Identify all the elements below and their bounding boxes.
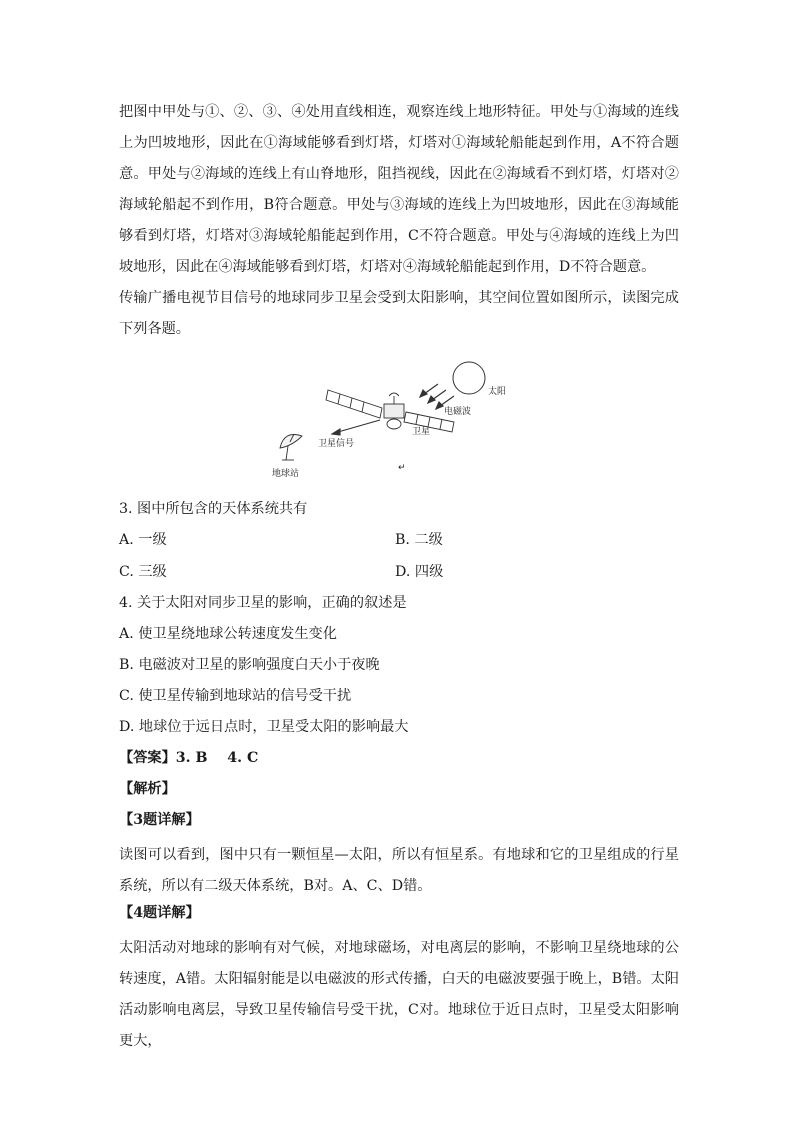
question-3-option-c: C. 三级 [119,564,167,580]
detail-4-heading: 【4题详解】 [119,905,200,921]
question-3-option-d: D. 四级 [395,564,444,580]
sun-label: 太阳 [488,387,507,397]
sun-circle [453,362,485,394]
satellite-icon [326,390,454,432]
return-mark: ↵ [398,463,406,473]
previous-answer-paragraph: 把图中甲处与①、②、③、④处用直线相连，观察连线上地形特征。甲处与①海域的连线上为凹坡地形，因此在①海域能够看到灯塔，灯塔对①海域轮船能起到作用，A不符合题意。甲处与②海域的连线上有山脊地形，阻挡视线，因此在②海域看不到灯塔，灯塔对②海域轮船起不到作用，B符合题意。甲处与③海域的连线上为凹坡地形，因此在③海域能够看到灯塔，灯塔对③海域轮船能起到作用，C不符合题意。甲处与④海域的连线上为凹坡地形，因此在④海域能够看到灯塔，灯塔对④海域轮船能起到作用，D不符合题意。 [119,104,679,275]
question-4-stem: 4. 关于太阳对同步卫星的影响，正确的叙述是 [119,595,407,611]
question-4-option-a: A. 使卫星绕地球公转速度发生变化 [119,626,337,642]
detail-3-heading: 【3题详解】 [119,812,200,828]
detail-3-text: 读图可以看到，图中只有一颗恒星—太阳，所以有恒星系。有地球和它的卫星组成的行星系统，所以有二级天体系统，B对。A、C、D错。 [119,847,679,894]
ground-station-icon [280,434,302,460]
analysis-heading: 【解析】 [119,781,176,797]
satellite-figure [268,356,520,482]
question-3-option-b: B. 二级 [395,532,443,548]
intro-paragraph: 传输广播电视节目信号的地球同步卫星会受到太阳影响，其空间位置如图所示，读图完成下列各题。 [119,290,679,337]
detail-4-text: 太阳活动对地球的影响有对气候，对地球磁场，对电离层的影响，不影响卫星绕地球的公转速度，A错。太阳辐射能是以电磁波的形式传播，白天的电磁波要强于晚上，B错。太阳活动影响电离层，导致卫星传输信号受干扰，C对。地球位于近日点时，卫星受太阳影响更大， [119,940,679,1049]
question-4-option-b: B. 电磁波对卫星的影响强度白天小于夜晚 [119,657,380,673]
signal-arrow [332,420,380,435]
question-4-option-c: C. 使卫星传输到地球站的信号受干扰 [119,688,352,704]
wave-arrows [420,384,454,409]
station-label: 地球站 [272,469,300,479]
satellite-label: 卫星 [412,427,431,437]
wave-label: 电磁波 [444,407,472,417]
question-3-stem: 3. 图中所包含的天体系统共有 [119,501,308,517]
question-4-option-d: D. 地球位于远日点时，卫星受太阳的影响最大 [119,719,409,735]
question-3-option-a: A. 一级 [119,532,167,548]
signal-label: 卫星信号 [318,439,355,449]
answer-line: 【答案】3. B 4. C [119,750,259,766]
